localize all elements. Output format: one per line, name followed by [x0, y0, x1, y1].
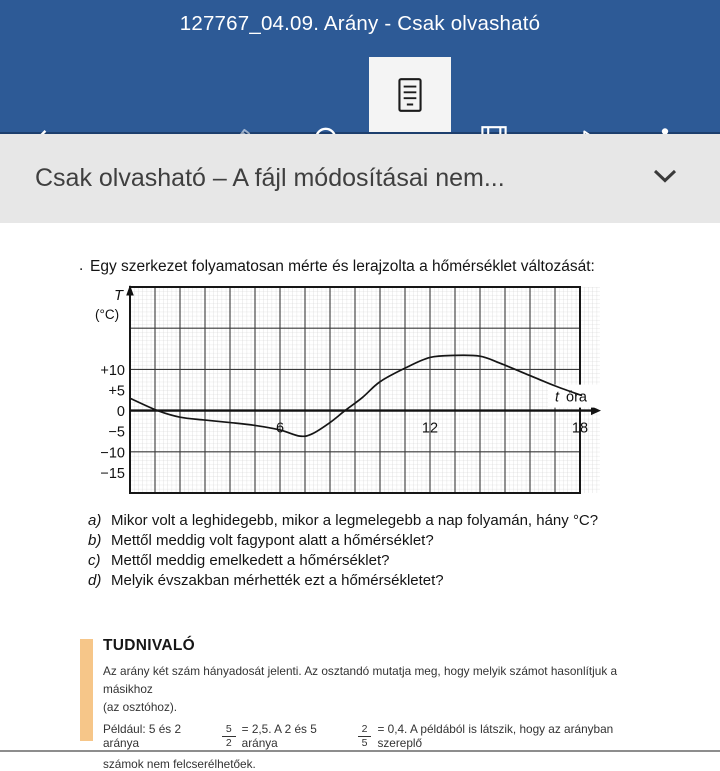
- svg-text:−15: −15: [100, 465, 125, 482]
- mobile-view-icon: [391, 76, 429, 114]
- readonly-banner-text: Csak olvasható – A fájl módosításai nem...: [35, 164, 505, 192]
- question-b: b) Mettől meddig volt fagypont alatt a hőmérséklet?: [88, 532, 434, 549]
- mobile-view-button[interactable]: [369, 57, 451, 132]
- svg-text:T: T: [114, 288, 123, 304]
- svg-text:−5: −5: [108, 424, 125, 441]
- readonly-banner[interactable]: [0, 134, 720, 223]
- svg-text:12: 12: [421, 420, 439, 437]
- svg-text:18: 18: [571, 420, 589, 437]
- svg-text:(°C): (°C): [95, 307, 120, 322]
- banner-expand-button[interactable]: [652, 168, 678, 189]
- infobox-title: TUDNIVALÓ: [103, 637, 195, 654]
- document-title: 127767_04.09. Arány - Csak olvasható: [179, 12, 541, 35]
- infobox-line-2: (az osztóhoz).: [103, 700, 178, 714]
- question-a: a) Mikor volt a leghidegebb, mikor a legmelegebb a nap folyamán, hány °C?: [88, 512, 599, 529]
- question-c: c) Mettől meddig emelkedett a hőmérséklet?: [88, 552, 390, 569]
- question-list: [88, 511, 598, 591]
- temperature-chart: [85, 283, 615, 498]
- temperature-chart-svg: [85, 283, 615, 498]
- document-page: [0, 223, 720, 771]
- toolbar: [0, 54, 720, 132]
- infobox-line-1: Az arány két szám hányadosát jelenti. Az osztandó mutatja meg, hogy melyik számot hasonlítjuk a másikhoz: [103, 664, 618, 696]
- chevron-down-icon: [652, 168, 678, 184]
- infobox-last-line: számok nem felcserélhetőek.: [103, 757, 256, 771]
- app-bar: [0, 0, 720, 134]
- fraction-5-2: $\frac{5}{2}$: [222, 723, 236, 749]
- svg-text:+10: +10: [100, 362, 125, 379]
- svg-text:+5: +5: [108, 383, 125, 400]
- exercise-intro-text: Egy szerkezet folyamatosan mérte és lerajzolta a hőmérséklet változását:: [90, 258, 595, 275]
- page-break-divider: [0, 750, 720, 752]
- svg-text:6: 6: [275, 420, 285, 437]
- question-d: d) Melyik évszakban mérhették ezt a hőmérsékletet?: [88, 572, 444, 589]
- infobox-example-line: Például: 5 és 2 aránya $\frac{5}{2}$ = 2,5. A 2 és 5 aránya $\frac{2}{5}$ = 0,4. A példából is látszik, hogy az arányban szereplő: [103, 722, 614, 750]
- svg-text:0: 0: [116, 404, 125, 421]
- infobox-accent-bar: [80, 639, 93, 741]
- svg-text:−10: −10: [100, 445, 125, 462]
- svg-text:t: t: [555, 389, 560, 406]
- exercise-number-fragment: .: [79, 257, 84, 274]
- fraction-2-5: $\frac{2}{5}$: [358, 723, 372, 749]
- svg-text:óra: óra: [566, 389, 587, 406]
